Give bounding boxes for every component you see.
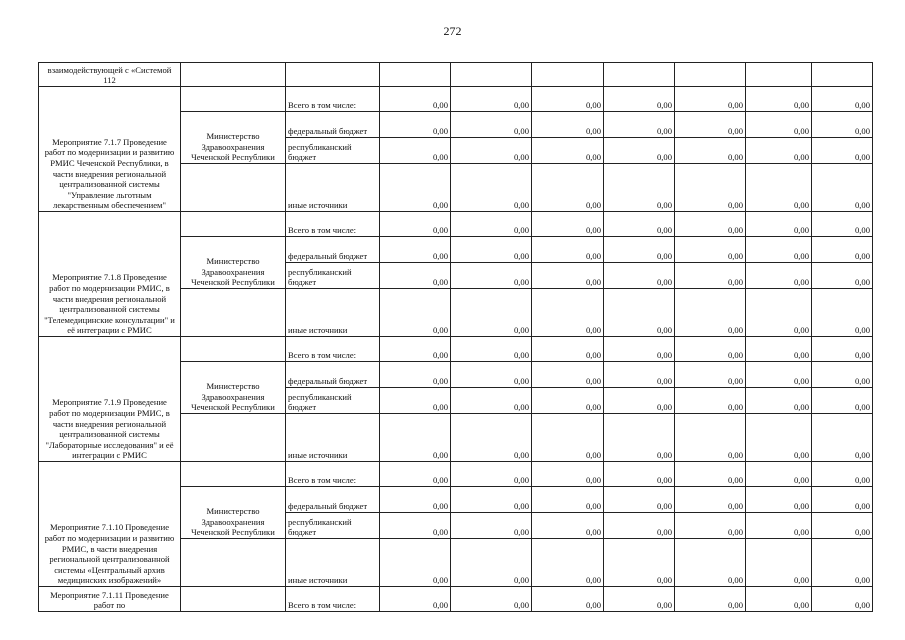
executor-cell [181, 337, 286, 362]
value-cell: 0,00 [604, 539, 675, 587]
source-cell: федеральный бюджет [286, 362, 380, 388]
executor-cell [181, 164, 286, 212]
value-cell: 0,00 [675, 388, 746, 414]
value-cell: 0,00 [675, 112, 746, 138]
value-cell: 0,00 [812, 362, 873, 388]
executor-cell: Министерство Здравоохранения Чеченской Республики [181, 487, 286, 539]
executor-cell [181, 87, 286, 112]
value-cell: 0,00 [675, 263, 746, 289]
activity-cell: Мероприятие 7.1.8 Проведение работ по модернизации РМИС, в части внедрения региональной централизованной системы "Телемедицинские консультации" и её интеграции с РМИС [39, 212, 181, 337]
page-number: 272 [443, 24, 462, 38]
value-cell: 0,00 [604, 388, 675, 414]
source-cell: иные источники [286, 414, 380, 462]
value-cell [604, 63, 675, 87]
value-cell: 0,00 [675, 414, 746, 462]
value-cell: 0,00 [532, 362, 604, 388]
executor-cell [181, 462, 286, 487]
value-cell: 0,00 [746, 289, 812, 337]
value-cell: 0,00 [532, 289, 604, 337]
value-cell: 0,00 [746, 87, 812, 112]
value-cell: 0,00 [746, 138, 812, 164]
value-cell: 0,00 [532, 487, 604, 513]
value-cell: 0,00 [451, 212, 532, 237]
value-cell: 0,00 [604, 414, 675, 462]
value-cell: 0,00 [532, 513, 604, 539]
value-cell: 0,00 [604, 263, 675, 289]
value-cell: 0,00 [451, 164, 532, 212]
source-cell: иные источники [286, 539, 380, 587]
value-cell: 0,00 [812, 388, 873, 414]
source-cell: республиканский бюджет [286, 138, 380, 164]
value-cell: 0,00 [604, 237, 675, 263]
executor-cell: Министерство Здравоохранения Чеченской Республики [181, 237, 286, 289]
value-cell: 0,00 [675, 138, 746, 164]
value-cell: 0,00 [451, 388, 532, 414]
source-cell: республиканский бюджет [286, 263, 380, 289]
value-cell: 0,00 [451, 237, 532, 263]
value-cell: 0,00 [380, 513, 451, 539]
executor-cell [181, 539, 286, 587]
source-cell: Всего в том числе: [286, 212, 380, 237]
executor-cell: Министерство Здравоохранения Чеченской Республики [181, 112, 286, 164]
value-cell: 0,00 [812, 87, 873, 112]
value-cell: 0,00 [746, 414, 812, 462]
value-cell: 0,00 [812, 164, 873, 212]
source-cell [286, 63, 380, 87]
source-cell: федеральный бюджет [286, 487, 380, 513]
value-cell: 0,00 [604, 289, 675, 337]
value-cell: 0,00 [746, 513, 812, 539]
value-cell: 0,00 [812, 263, 873, 289]
value-cell: 0,00 [451, 337, 532, 362]
source-cell: федеральный бюджет [286, 237, 380, 263]
value-cell: 0,00 [451, 263, 532, 289]
value-cell: 0,00 [380, 388, 451, 414]
value-cell: 0,00 [746, 112, 812, 138]
activity-cell: взаимодействующей с «Системой 112 [39, 63, 181, 87]
value-cell: 0,00 [451, 462, 532, 487]
value-cell: 0,00 [746, 263, 812, 289]
value-cell: 0,00 [746, 462, 812, 487]
executor-cell [181, 63, 286, 87]
value-cell: 0,00 [812, 138, 873, 164]
value-cell: 0,00 [746, 587, 812, 612]
value-cell: 0,00 [380, 289, 451, 337]
value-cell: 0,00 [380, 237, 451, 263]
source-cell: Всего в том числе: [286, 462, 380, 487]
value-cell: 0,00 [380, 337, 451, 362]
value-cell [675, 63, 746, 87]
activity-cell: Мероприятие 7.1.9 Проведение работ по модернизации РМИС, в части внедрения региональной централизованной системы "Лабораторные исследования" и её интеграции с РМИС [39, 337, 181, 462]
value-cell [532, 63, 604, 87]
value-cell: 0,00 [451, 513, 532, 539]
value-cell: 0,00 [812, 289, 873, 337]
value-cell: 0,00 [746, 539, 812, 587]
value-cell: 0,00 [532, 138, 604, 164]
value-cell: 0,00 [746, 212, 812, 237]
value-cell: 0,00 [812, 212, 873, 237]
source-cell: иные источники [286, 164, 380, 212]
value-cell: 0,00 [812, 539, 873, 587]
table-row [39, 63, 873, 87]
value-cell: 0,00 [380, 587, 451, 612]
value-cell: 0,00 [812, 513, 873, 539]
activity-cell: Мероприятие 7.1.10 Проведение работ по модернизации и развитию РМИС, в части внедрения региональной централизованной системы «Центральный архив медицинских изображений» [39, 462, 181, 587]
value-cell: 0,00 [451, 587, 532, 612]
value-cell: 0,00 [532, 388, 604, 414]
executor-cell [181, 587, 286, 612]
value-cell: 0,00 [812, 487, 873, 513]
value-cell: 0,00 [604, 587, 675, 612]
value-cell: 0,00 [746, 388, 812, 414]
table-row [39, 462, 873, 487]
executor-cell [181, 414, 286, 462]
value-cell: 0,00 [604, 362, 675, 388]
value-cell: 0,00 [532, 587, 604, 612]
value-cell: 0,00 [532, 164, 604, 212]
executor-cell: Министерство Здравоохранения Чеченской Республики [181, 362, 286, 414]
value-cell: 0,00 [451, 362, 532, 388]
value-cell: 0,00 [812, 587, 873, 612]
source-cell: федеральный бюджет [286, 112, 380, 138]
value-cell: 0,00 [675, 513, 746, 539]
value-cell: 0,00 [604, 138, 675, 164]
value-cell: 0,00 [746, 164, 812, 212]
value-cell: 0,00 [380, 212, 451, 237]
value-cell: 0,00 [604, 87, 675, 112]
value-cell: 0,00 [380, 263, 451, 289]
value-cell: 0,00 [812, 112, 873, 138]
value-cell: 0,00 [675, 487, 746, 513]
value-cell: 0,00 [532, 237, 604, 263]
value-cell: 0,00 [675, 362, 746, 388]
source-cell: Всего в том числе: [286, 87, 380, 112]
value-cell: 0,00 [451, 87, 532, 112]
value-cell [451, 63, 532, 87]
value-cell: 0,00 [675, 462, 746, 487]
source-cell: республиканский бюджет [286, 388, 380, 414]
value-cell: 0,00 [380, 112, 451, 138]
value-cell: 0,00 [746, 487, 812, 513]
value-cell: 0,00 [812, 237, 873, 263]
value-cell: 0,00 [604, 212, 675, 237]
value-cell: 0,00 [675, 539, 746, 587]
value-cell: 0,00 [604, 112, 675, 138]
value-cell [746, 63, 812, 87]
value-cell: 0,00 [380, 138, 451, 164]
value-cell: 0,00 [675, 237, 746, 263]
value-cell: 0,00 [675, 164, 746, 212]
activity-cell: Мероприятие 7.1.7 Проведение работ по модернизации и развитию РМИС Чеченской Республики, в части внедрения региональной централизованной системы "Управление льготным лекарственным обеспечением" [39, 87, 181, 212]
value-cell: 0,00 [532, 87, 604, 112]
value-cell: 0,00 [451, 112, 532, 138]
value-cell: 0,00 [380, 414, 451, 462]
source-cell: Всего в том числе: [286, 337, 380, 362]
value-cell: 0,00 [380, 462, 451, 487]
executor-cell [181, 289, 286, 337]
value-cell: 0,00 [532, 112, 604, 138]
budget-table [38, 62, 873, 612]
value-cell: 0,00 [380, 87, 451, 112]
executor-cell [181, 212, 286, 237]
activity-cell: Мероприятие 7.1.11 Проведение работ по [39, 587, 181, 612]
value-cell: 0,00 [604, 513, 675, 539]
value-cell [380, 63, 451, 87]
value-cell: 0,00 [451, 138, 532, 164]
value-cell: 0,00 [532, 212, 604, 237]
value-cell: 0,00 [451, 487, 532, 513]
table-row [39, 87, 873, 112]
value-cell: 0,00 [604, 164, 675, 212]
value-cell [812, 63, 873, 87]
table-row [39, 587, 873, 612]
table-row [39, 337, 873, 362]
value-cell: 0,00 [812, 337, 873, 362]
value-cell: 0,00 [746, 362, 812, 388]
value-cell: 0,00 [532, 337, 604, 362]
value-cell: 0,00 [604, 487, 675, 513]
value-cell: 0,00 [812, 414, 873, 462]
value-cell: 0,00 [532, 263, 604, 289]
value-cell: 0,00 [604, 337, 675, 362]
value-cell: 0,00 [604, 462, 675, 487]
value-cell: 0,00 [675, 289, 746, 337]
value-cell: 0,00 [451, 539, 532, 587]
table-row [39, 212, 873, 237]
value-cell: 0,00 [451, 414, 532, 462]
value-cell: 0,00 [380, 362, 451, 388]
value-cell: 0,00 [675, 337, 746, 362]
value-cell: 0,00 [380, 164, 451, 212]
source-cell: Всего в том числе: [286, 587, 380, 612]
value-cell: 0,00 [380, 487, 451, 513]
value-cell: 0,00 [380, 539, 451, 587]
value-cell: 0,00 [746, 337, 812, 362]
value-cell: 0,00 [746, 237, 812, 263]
value-cell: 0,00 [675, 87, 746, 112]
value-cell: 0,00 [532, 462, 604, 487]
source-cell: республиканский бюджет [286, 513, 380, 539]
value-cell: 0,00 [532, 539, 604, 587]
value-cell: 0,00 [451, 289, 532, 337]
value-cell: 0,00 [675, 212, 746, 237]
value-cell: 0,00 [675, 587, 746, 612]
value-cell: 0,00 [532, 414, 604, 462]
value-cell: 0,00 [812, 462, 873, 487]
source-cell: иные источники [286, 289, 380, 337]
